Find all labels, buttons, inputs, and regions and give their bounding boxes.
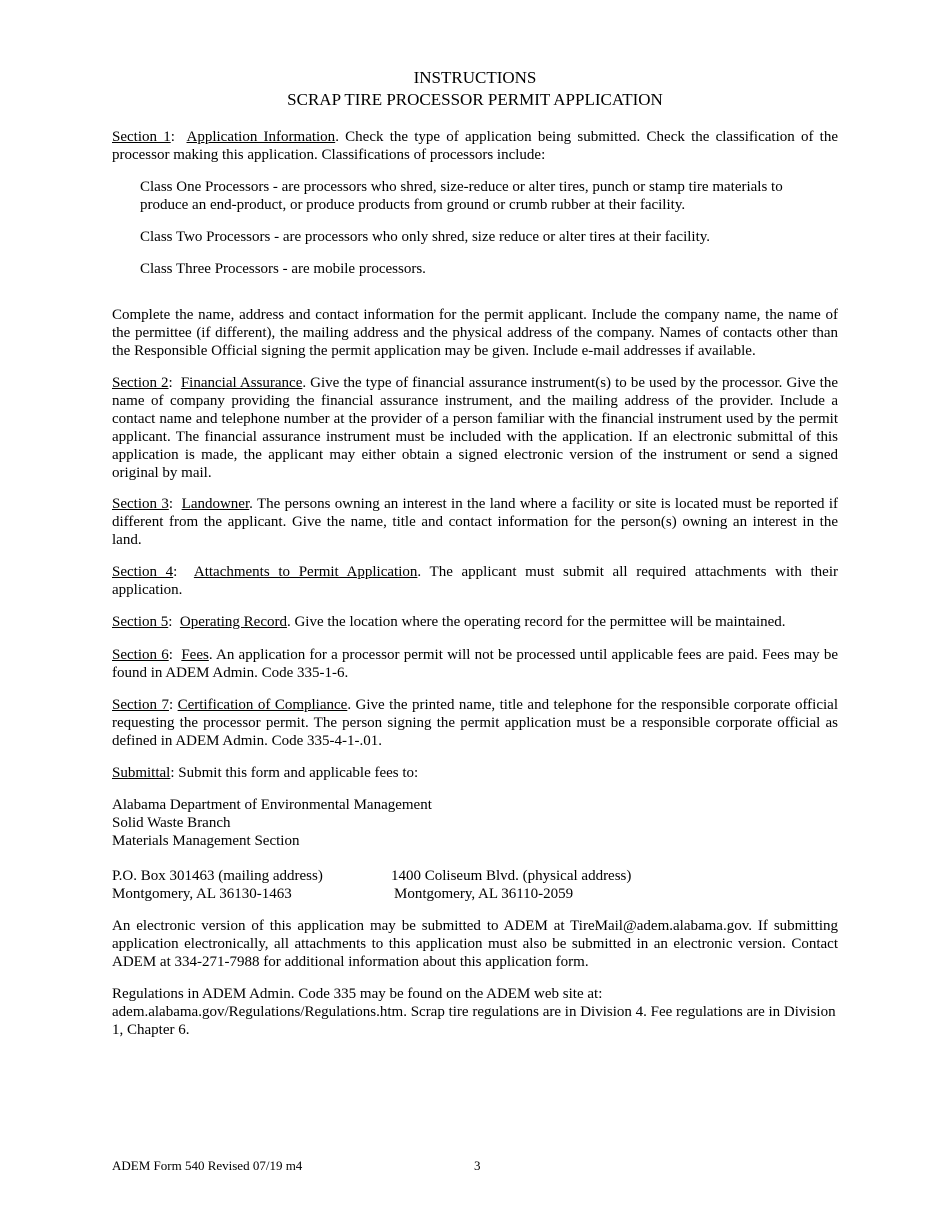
section-5-paragraph: Section 5: Operating Record. Give the location where the operating record for the permittee will be maintained. — [112, 614, 786, 630]
section-6-heading: Fees — [181, 647, 209, 663]
section-6-label: Section 6 — [112, 647, 169, 663]
section-7-heading: Certification of Compliance — [177, 697, 348, 713]
section-6-text: . An application for a processor permit will not be processed until applicable fees are paid. Fees may be found in ADEM Admin. Code 335-1-6. — [112, 647, 838, 681]
section-1-label: Section 1 — [112, 129, 171, 145]
agency-name: Alabama Department of Environmental Management — [112, 797, 432, 813]
section-2-heading: Financial Assurance — [180, 375, 303, 391]
mailing-address-line-2: Montgomery, AL 36130-1463 — [112, 886, 292, 902]
class-two-description: Class Two Processors - are processors who only shred, size reduce or alter tires at their facility. — [140, 229, 711, 245]
section-5-text: . Give the location where the operating record for the permittee will be maintained. — [286, 614, 786, 630]
section-4-paragraph: Section 4: Attachments to Permit Application. The applicant must submit all required attachments with their application. — [112, 564, 839, 598]
section-3-heading: Landowner — [181, 496, 250, 512]
section-2-paragraph: Section 2: Financial Assurance. Give the type of financial assurance instrument(s) to be used by the processor. Give the name of company providing the financial assurance instrument, and the mailing address of the provider. Include a contact name and telephone number at the provider of a person familiar with the financial instrument used by the permit applicant. The financial assurance instrument must be included with the application. If an electronic submittal of this application is made, the applicant may either obtain a signed electronic version of the instrument or send a signed original by mail. — [112, 375, 839, 481]
electronic-submission-paragraph: An electronic version of this application may be submitted to ADEM at TireMail@adem.alabama.gov. If submitting application electronically, all attachments to this application must also be submitted in an electronic version. Contact ADEM at 334-271-7988 for additional information about this application form. — [112, 918, 838, 970]
page-number: 3 — [474, 1158, 481, 1173]
section-3-paragraph: Section 3: Landowner. The persons owning an interest in the land where a facility or site is located must be reported if different from the applicant. Give the name, title and contact information for the person(s) owning an interest in the land. — [112, 496, 838, 548]
section-7-label: Section 7 — [112, 697, 169, 713]
section-1-text: . Check the type of application being submitted. Check the classification of the processor making this application. Classifications of processors include: — [112, 129, 839, 163]
section-7-text: . Give the printed name, title and telephone for the responsible corporate official requesting the processor permit. The person signing the permit application must be a responsible corporate official as defined in ADEM Admin. Code 335-4-1-.01. — [112, 697, 838, 749]
section-1-intro: Section 1: Application Information. Check the type of application being submitted. Check the classification of the processor making this application. Classifications of processors include: — [112, 129, 839, 163]
section-1-heading: Application Information — [186, 129, 336, 145]
section-6-paragraph: Section 6: Fees. An application for a processor permit will not be processed until applicable fees are paid. Fees may be found in ADEM Admin. Code 335-1-6. — [112, 647, 838, 681]
submittal-line — [112, 764, 838, 782]
section-4-heading: Attachments to Permit Application — [193, 564, 418, 580]
submittal-text: : Submit this form and applicable fees to: — [170, 765, 419, 781]
regulations-paragraph — [112, 985, 838, 1039]
mailing-address — [112, 867, 323, 903]
section-2-text: . Give the type of financial assurance instrument(s) to be used by the processor. Give the name of company providing the financial assurance instrument, and the mailing address of the provider. Include a contact name and telephone number at the provider of a person familiar with the financial instrument used by the permit applicant. The financial assurance instrument must be included with the application. If an electronic submittal of this application is made, the applicant may either obtain a signed electronic version of the instrument or send a signed original by mail. — [112, 375, 839, 481]
form-title: SCRAP TIRE PROCESSOR PERMIT APPLICATION — [287, 90, 663, 109]
section-4-label: Section 4 — [112, 564, 174, 580]
section-4-text: . The applicant must submit all required attachments with their application. — [112, 564, 839, 598]
physical-address-line-2: Montgomery, AL 36110-2059 — [394, 886, 574, 902]
section-5-heading: Operating Record — [179, 614, 287, 630]
class-one-description: Class One Processors - are processors who shred, size-reduce or alter tires, punch or stamp tire materials to produce an end-product, or produce products from ground or crumb rubber at their facility. — [140, 179, 783, 213]
agency-section: Materials Management Section — [112, 833, 300, 849]
regulations-line-1: Regulations in ADEM Admin. Code 335 may be found on the ADEM web site at: — [112, 986, 603, 1002]
section-2-label: Section 2 — [112, 375, 169, 391]
mailing-address-line-1: P.O. Box 301463 (mailing address) — [112, 868, 323, 884]
regulations-line-2: adem.alabama.gov/Regulations/Regulations.htm. Scrap tire regulations are in Division 4. Fee regulations are in Division 1, Chapter 6. — [112, 1004, 836, 1038]
physical-address-line-1: 1400 Coliseum Blvd. (physical address) — [391, 868, 632, 884]
instructions-title: INSTRUCTIONS — [413, 68, 537, 87]
class-three-description: Class Three Processors - are mobile processors. — [140, 261, 426, 277]
form-identifier: ADEM Form 540 Revised 07/19 m4 — [112, 1158, 303, 1173]
section-3-text: . The persons owning an interest in the land where a facility or site is located must be reported if different from the applicant. Give the name, title and contact information for the person(s) owning an interest in the land. — [112, 496, 838, 548]
physical-address — [391, 867, 631, 903]
contact-information-paragraph: Complete the name, address and contact information for the permit applicant. Include the company name, the name of the permittee (if different), the mailing address and the physical address of the company. Names of contacts other than the Responsible Official signing the permit application may be given. Include e-mail addresses if available. — [112, 307, 838, 359]
section-3-label: Section 3 — [112, 496, 169, 512]
submittal-label: Submittal — [112, 765, 171, 781]
section-7-paragraph: Section 7: Certification of Compliance. Give the printed name, title and telephone for the responsible corporate official requesting the processor permit. The person signing the permit application must be a responsible corporate official as defined in ADEM Admin. Code 335-4-1-.01. — [112, 697, 838, 749]
agency-address — [112, 796, 838, 850]
section-5-label: Section 5 — [112, 614, 169, 630]
agency-branch: Solid Waste Branch — [112, 815, 231, 831]
